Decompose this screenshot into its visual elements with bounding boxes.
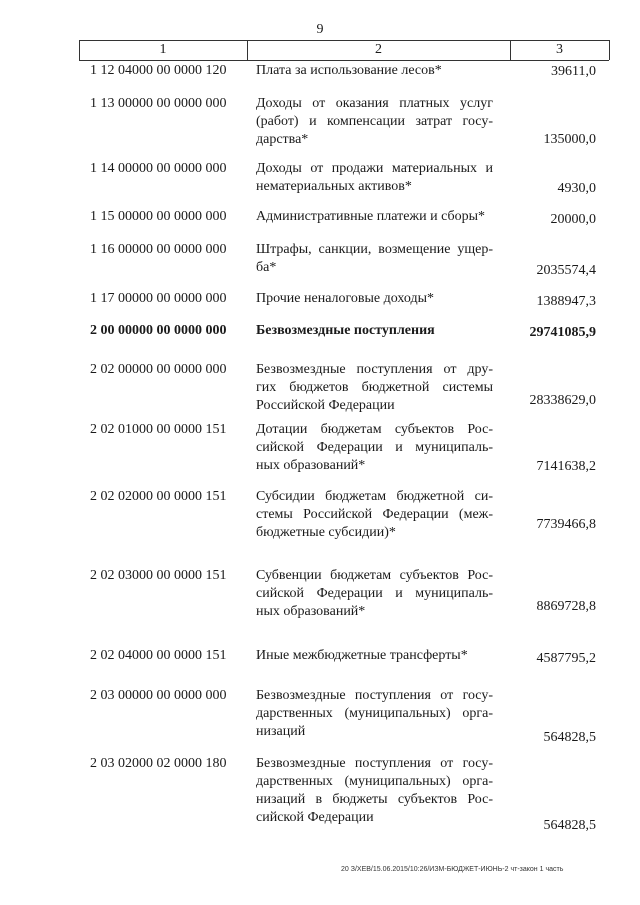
row-amount: 564828,5 <box>543 730 596 745</box>
row-description-line: дарственных (муниципальных) орга- <box>256 774 493 789</box>
row-description <box>256 755 493 827</box>
table-header <box>79 40 609 61</box>
row-description-line: дарственных (муниципальных) орга- <box>256 706 493 721</box>
row-description-line: ба* <box>256 260 277 275</box>
row-description <box>256 290 493 308</box>
row-description-line: Российской Федерации <box>256 398 395 413</box>
header-divider <box>510 40 511 60</box>
row-description-line: Административные платежи и сборы* <box>256 209 485 224</box>
row-code: 2 02 00000 00 0000 000 <box>90 362 227 377</box>
row-code: 1 15 00000 00 0000 000 <box>90 209 227 224</box>
footer-note: 20 З/ХЕВ/15.06.2015/10:26/ИЗМ-БЮДЖЕТ-ИЮНЬ-2 чт-закон 1 часть <box>341 866 564 873</box>
row-amount: 7739466,8 <box>536 517 596 532</box>
header-divider <box>609 40 610 60</box>
row-description-line: низаций в бюджеты субъектов Рос- <box>256 792 493 807</box>
row-code: 2 02 04000 00 0000 151 <box>90 648 227 663</box>
row-code: 2 00 00000 00 0000 000 <box>90 323 227 338</box>
row-code: 1 13 00000 00 0000 000 <box>90 96 227 111</box>
row-description <box>256 160 493 196</box>
row-description-line: Безвозмездные поступления от дру- <box>256 362 493 377</box>
row-amount: 7141638,2 <box>536 459 596 474</box>
row-description-line: дарства* <box>256 132 309 147</box>
row-description <box>256 361 493 415</box>
row-code: 2 02 02000 00 0000 151 <box>90 489 227 504</box>
row-amount: 1388947,3 <box>536 294 596 309</box>
row-description <box>256 421 493 475</box>
row-description-line: бюджетные субсидии)* <box>256 525 396 540</box>
row-code: 1 17 00000 00 0000 000 <box>90 291 227 306</box>
row-description <box>256 62 493 80</box>
page-number: 9 <box>316 22 324 37</box>
row-code: 2 02 03000 00 0000 151 <box>90 568 227 583</box>
row-code: 2 03 02000 02 0000 180 <box>90 756 227 771</box>
row-amount: 564828,5 <box>543 818 596 833</box>
header-col-1: 1 <box>159 42 167 57</box>
row-description-line: сийской Федерации <box>256 810 374 825</box>
row-description-line: Субсидии бюджетам бюджетной си- <box>256 489 493 504</box>
row-description <box>256 95 493 149</box>
row-description-line: Безвозмездные поступления от госу- <box>256 756 493 771</box>
row-description-line: ных образований* <box>256 458 366 473</box>
row-description-line: нематериальных активов* <box>256 179 412 194</box>
row-code: 2 02 01000 00 0000 151 <box>90 422 227 437</box>
row-description-line: Дотации бюджетам субъектов Рос- <box>256 422 493 437</box>
row-description <box>256 687 493 741</box>
header-divider <box>247 40 248 60</box>
row-description <box>256 647 493 665</box>
row-description <box>256 567 493 621</box>
row-amount: 8869728,8 <box>536 599 596 614</box>
row-description-line: Плата за использование лесов* <box>256 63 442 78</box>
row-description <box>256 322 493 340</box>
row-amount: 28338629,0 <box>529 393 596 408</box>
row-description <box>256 488 493 542</box>
row-description <box>256 208 493 226</box>
header-divider <box>79 40 80 60</box>
row-amount: 2035574,4 <box>536 263 596 278</box>
row-amount: 4587795,2 <box>536 651 596 666</box>
row-description-line: Иные межбюджетные трансферты* <box>256 648 468 663</box>
header-col-2: 2 <box>375 42 382 57</box>
row-description-line: Доходы от продажи материальных и <box>256 161 493 176</box>
row-description-line: (работ) и компенсации затрат госу- <box>256 114 493 129</box>
row-description-line: Безвозмездные поступления <box>256 323 435 338</box>
row-description-line: Прочие неналоговые доходы* <box>256 291 435 306</box>
row-code: 1 14 00000 00 0000 000 <box>90 161 227 176</box>
row-description-line: Штрафы, санкции, возмещение ущер- <box>256 242 493 257</box>
row-code: 2 03 00000 00 0000 000 <box>90 688 227 703</box>
header-col-3: 3 <box>556 42 563 57</box>
row-description <box>256 241 493 277</box>
row-description-line: Доходы от оказания платных услуг <box>256 96 493 111</box>
row-code: 1 16 00000 00 0000 000 <box>90 242 227 257</box>
row-amount: 135000,0 <box>543 132 596 147</box>
row-amount: 39611,0 <box>551 64 596 79</box>
row-description-line: гих бюджетов бюджетной системы <box>256 380 493 395</box>
row-amount: 20000,0 <box>550 212 596 227</box>
row-code: 1 12 04000 00 0000 120 <box>90 63 227 78</box>
row-description-line: Безвозмездные поступления от госу- <box>256 688 493 703</box>
row-description-line: низаций <box>256 724 306 739</box>
row-description-line: ных образований* <box>256 604 366 619</box>
row-description-line: сийской Федерации и муниципаль- <box>256 440 493 455</box>
row-description-line: сийской Федерации и муниципаль- <box>256 586 493 601</box>
row-description-line: Субвенции бюджетам субъектов Рос- <box>256 568 493 583</box>
row-amount: 29741085,9 <box>529 325 596 340</box>
row-description-line: стемы Российской Федерации (меж- <box>256 507 493 522</box>
row-amount: 4930,0 <box>557 181 596 196</box>
